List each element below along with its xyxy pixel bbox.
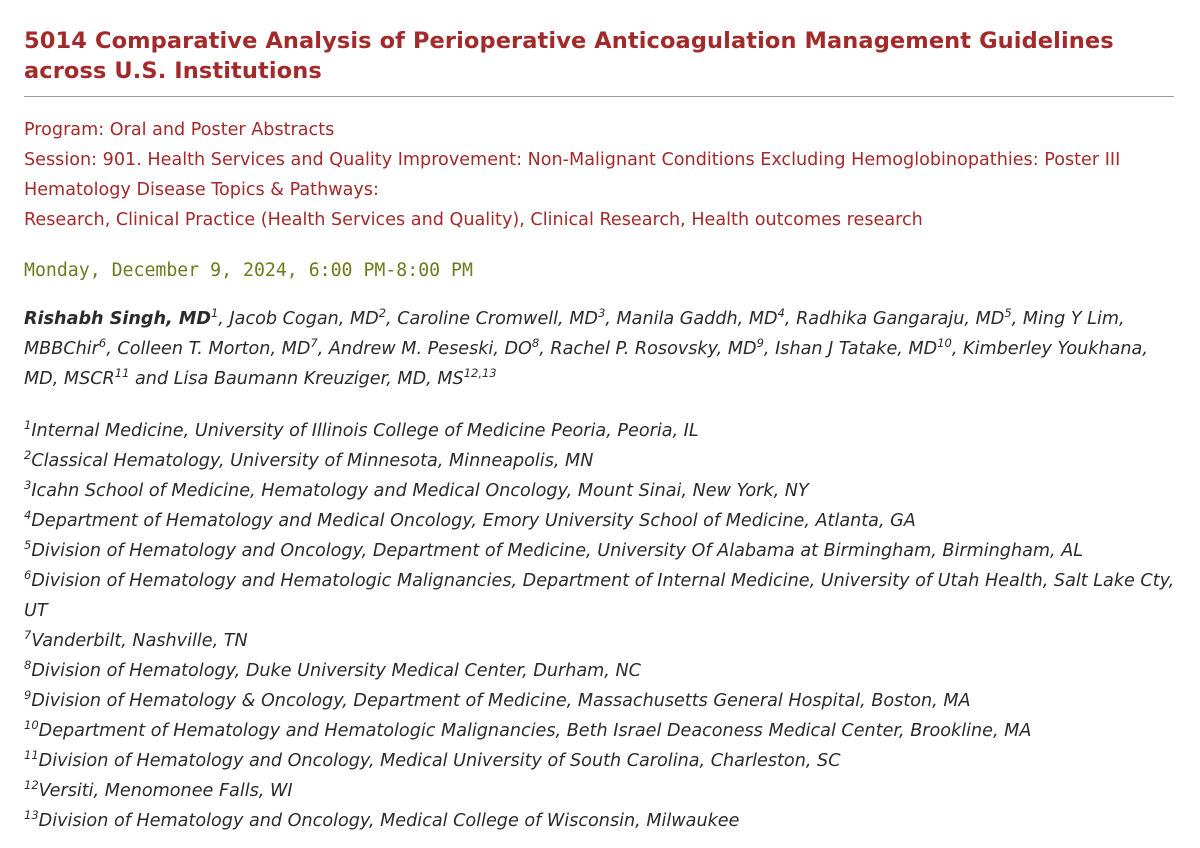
author	[775, 336, 952, 359]
affiliation-number: 3	[24, 478, 32, 493]
author-name: Rishabh Singh, MD	[24, 309, 211, 329]
affiliation-number: 9	[24, 688, 32, 703]
affiliation-item	[24, 716, 1176, 746]
affiliation-number: 10	[24, 718, 39, 733]
author-affil-ref: 6	[98, 336, 107, 351]
author	[229, 306, 387, 329]
author-separator: ,	[763, 339, 776, 359]
author-affil-ref: 12,13	[463, 366, 497, 381]
author-separator: ,	[1011, 309, 1023, 329]
author-name: Radhika Gangaraju, MD	[796, 309, 1005, 329]
author-name: Colleen T. Morton, MD	[117, 339, 311, 359]
author-separator: ,	[539, 339, 551, 359]
author-name: Jacob Cogan, MD	[229, 309, 379, 329]
title-divider	[24, 96, 1174, 97]
affiliation-item	[24, 506, 1176, 536]
author-name: Andrew M. Peseski, DO	[328, 339, 532, 359]
affiliation-number: 11	[24, 748, 39, 763]
author	[550, 336, 764, 359]
affiliation-item	[24, 476, 1176, 506]
affiliation-number: 13	[24, 808, 39, 823]
affiliation-item	[24, 626, 1176, 656]
affiliation-item	[24, 806, 1176, 836]
author	[796, 306, 1012, 329]
author-name: Manila Gaddh, MD	[616, 309, 778, 329]
author-affil-ref: 7	[310, 336, 318, 351]
author-separator: ,	[106, 339, 118, 359]
author-affil-ref: 11	[114, 366, 130, 381]
author-separator: ,	[605, 309, 617, 329]
author	[24, 306, 219, 329]
abstract-page	[24, 26, 1176, 836]
affiliation-item	[24, 536, 1176, 566]
author-name: Caroline Cromwell, MD	[397, 309, 598, 329]
affiliation-text: Vanderbilt, Nashville, TN	[31, 631, 248, 651]
author	[173, 366, 497, 389]
author	[117, 336, 318, 359]
author-name: Ming Y Lim, MBBChir	[24, 309, 1125, 359]
author-separator: ,	[951, 339, 964, 359]
affiliation-item	[24, 776, 1176, 806]
affiliation-text: Division of Hematology and Oncology, Medical College of Wisconsin, Milwaukee	[38, 811, 740, 831]
author-separator: and	[129, 369, 174, 389]
author-affil-ref: 2	[378, 306, 387, 321]
affiliation-number: 4	[24, 508, 32, 523]
author-affil-ref: 4	[777, 306, 785, 321]
affiliation-text: Versiti, Menomonee Falls, WI	[38, 781, 293, 801]
author-separator: ,	[386, 309, 398, 329]
affiliation-item	[24, 686, 1176, 716]
author-list	[24, 304, 1176, 394]
affiliation-list	[24, 416, 1176, 836]
author-name: Ishan J Tatake, MD	[775, 339, 938, 359]
session-date: Monday, December 9, 2024, 6:00 PM-8:00 PM	[24, 260, 473, 281]
topics-line: Research, Clinical Practice (Health Services and Quality), Clinical Research, Health outcomes research	[24, 210, 923, 230]
author-name: Lisa Baumann Kreuziger, MD, MS	[173, 369, 464, 389]
author-affil-ref: 8	[531, 336, 540, 351]
affiliation-number: 12	[24, 778, 39, 793]
author-separator: ,	[317, 339, 329, 359]
affiliation-number: 5	[24, 538, 32, 553]
affiliation-text: Division of Hematology and Hematologic Malignancies, Department of Internal Medicine, University of Utah Health, Salt Lake Cty, UT	[24, 571, 1175, 621]
author-separator: ,	[218, 309, 230, 329]
affiliation-text: Department of Hematology and Medical Oncology, Emory University School of Medicine, Atlanta, GA	[31, 511, 916, 531]
author-name: Kimberley Youkhana, MD, MSCR	[24, 339, 1148, 389]
affiliation-text: Division of Hematology, Duke University Medical Center, Durham, NC	[31, 661, 641, 681]
affiliation-text: Internal Medicine, University of Illinois College of Medicine Peoria, Peoria, IL	[31, 421, 699, 441]
program-line: Program: Oral and Poster Abstracts	[24, 120, 335, 140]
affiliation-number: 2	[24, 448, 32, 463]
affiliation-item	[24, 446, 1176, 476]
author-affil-ref: 10	[937, 336, 952, 351]
author	[397, 306, 606, 329]
affiliation-text: Department of Hematology and Hematologic Malignancies, Beth Israel Deaconess Medical Center, Brookline, MA	[38, 721, 1032, 741]
affiliation-text: Division of Hematology & Oncology, Department of Medicine, Massachusetts General Hospital, Boston, MA	[31, 691, 971, 711]
author-name: Rachel P. Rosovsky, MD	[550, 339, 757, 359]
affiliation-item	[24, 416, 1176, 446]
affiliation-number: 7	[24, 628, 32, 643]
affiliation-number: 8	[24, 658, 32, 673]
affiliation-text: Division of Hematology and Oncology, Department of Medicine, University Of Alabama at Birmingham, Birmingham, AL	[31, 541, 1084, 561]
affiliation-item	[24, 746, 1176, 776]
affiliation-text: Icahn School of Medicine, Hematology and Medical Oncology, Mount Sinai, New York, NY	[31, 481, 809, 501]
affiliation-number: 6	[24, 568, 32, 583]
abstract-title: 5014 Comparative Analysis of Perioperative Anticoagulation Management Guidelines across U.S. Institutions	[24, 28, 1114, 84]
author	[328, 336, 540, 359]
affiliation-number: 1	[24, 418, 32, 433]
author-affil-ref: 5	[1004, 306, 1012, 321]
affiliation-item	[24, 566, 1176, 626]
topics-label: Hematology Disease Topics & Pathways:	[24, 180, 379, 200]
author-affil-ref: 3	[597, 306, 606, 321]
affiliation-item	[24, 656, 1176, 686]
author-affil-ref: 9	[756, 336, 764, 351]
affiliation-text: Division of Hematology and Oncology, Medical University of South Carolina, Charleston, SC	[38, 751, 841, 771]
author	[616, 306, 785, 329]
session-line: Session: 901. Health Services and Quality Improvement: Non-Malignant Conditions Excluding Hemoglobinopathies: Poster III	[24, 150, 1121, 170]
affiliation-text: Classical Hematology, University of Minnesota, Minneapolis, MN	[31, 451, 594, 471]
author-separator: ,	[784, 309, 797, 329]
abstract-meta	[24, 115, 1176, 235]
author-affil-ref: 1	[210, 306, 219, 321]
